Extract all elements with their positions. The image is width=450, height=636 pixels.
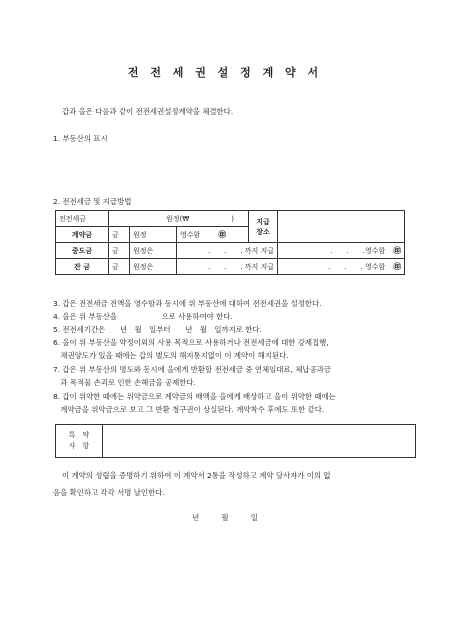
label-deposit-total: 전전세금 xyxy=(56,211,109,227)
clause-5: 5. 전전세기간은 년 월 일부터 년 월 일까지로 한다. xyxy=(53,325,262,334)
contract-date: 년 월 일 xyxy=(192,513,258,522)
section-property: 1. 부동산의 표시 xyxy=(53,134,108,143)
balance-date: . . . 까지 지급 xyxy=(177,259,278,275)
special-terms-label-line1: 특 약 xyxy=(68,431,90,439)
closing-line-2: 음을 확인하고 각각 서명 날인한다. xyxy=(53,488,165,497)
clause-8: 8. 갑이 위약한 때에는 위약금으로 계약금의 배액을 을에게 배상하고 을이 위약한 때에는 xyxy=(53,392,336,401)
seal-icon: ㊞ xyxy=(393,246,401,255)
clause-7-cont: 과 목적물 손괴로 인한 손해금을 공제한다. xyxy=(53,378,196,387)
label-down-payment: 계약금 xyxy=(56,227,109,243)
document-title: 전 전 세 권 설 정 계 약 서 xyxy=(127,66,323,79)
intro-text: 갑과 을은 다음과 같이 전전세권설정계약을 체결한다. xyxy=(62,107,234,116)
clause-3: 3. 갑은 전전세금 전액을 영수함과 동시에 위 부동산에 대하여 전전세권을 설정한다. xyxy=(53,299,322,308)
clause-8-cont: 계약금을 위약금으로 보고 그 반환 청구권이 상실된다. 계약착수 후에도 또한 같다. xyxy=(53,405,325,414)
interim-date: . . . 까지 지급 xyxy=(177,243,278,259)
special-terms-label-line2: 사 항 xyxy=(68,442,90,450)
clause-7: 7. 갑은 위 부동산의 명도와 동시에 을에게 반환할 전전세금 중 연체임대료, 체납공과금 xyxy=(53,365,331,374)
label-payment-place: 지급 장소 xyxy=(249,211,278,243)
interim-unit: 금 xyxy=(109,243,130,259)
down-payment-unit: 금 xyxy=(109,227,130,243)
closing-line-1: 이 계약의 성립을 증명하기 위하여 이 계약서 2통을 작성하고 계약 당사자가 이의 없 xyxy=(62,471,331,480)
table-row-interim xyxy=(56,243,405,259)
down-payment-amount: 원정 xyxy=(130,227,177,243)
payment-table xyxy=(55,210,405,275)
down-payment-note: 영수함 xyxy=(180,231,201,239)
clause-4: 4. 을은 위 부동산을 으로 사용하여야 한다. xyxy=(53,312,233,321)
table-row-deposit-total xyxy=(56,211,405,227)
balance-received: . . . 영수함 xyxy=(328,263,386,271)
deposit-total-amount: 원정(₩ ) xyxy=(166,214,234,223)
special-terms-label xyxy=(56,425,103,457)
special-terms-box xyxy=(55,424,416,458)
table-row-balance xyxy=(56,259,405,275)
label-interim: 중도금 xyxy=(56,243,109,259)
clause-6: 6. 을이 위 부동산을 약정이외의 사용 목적으로 사용하거나 전전세금에 대한 강제집행, xyxy=(53,338,329,347)
clause-6-cont: 채권양도가 있을 때에는 갑의 별도의 해지통지없이 이 계약이 해지된다. xyxy=(53,351,289,360)
section-payment: 2. 전전세금 및 지급방법 xyxy=(53,197,132,206)
interim-received: . . .영수함 xyxy=(330,247,386,255)
seal-icon: ㊞ xyxy=(393,262,401,271)
payment-place-value xyxy=(278,211,405,243)
balance-unit: 금 xyxy=(109,259,130,275)
seal-icon: ㊞ xyxy=(218,230,227,239)
balance-amount: 원정은 xyxy=(130,259,177,275)
interim-amount: 원정은 xyxy=(130,243,177,259)
label-balance: 잔 금 xyxy=(56,259,109,275)
